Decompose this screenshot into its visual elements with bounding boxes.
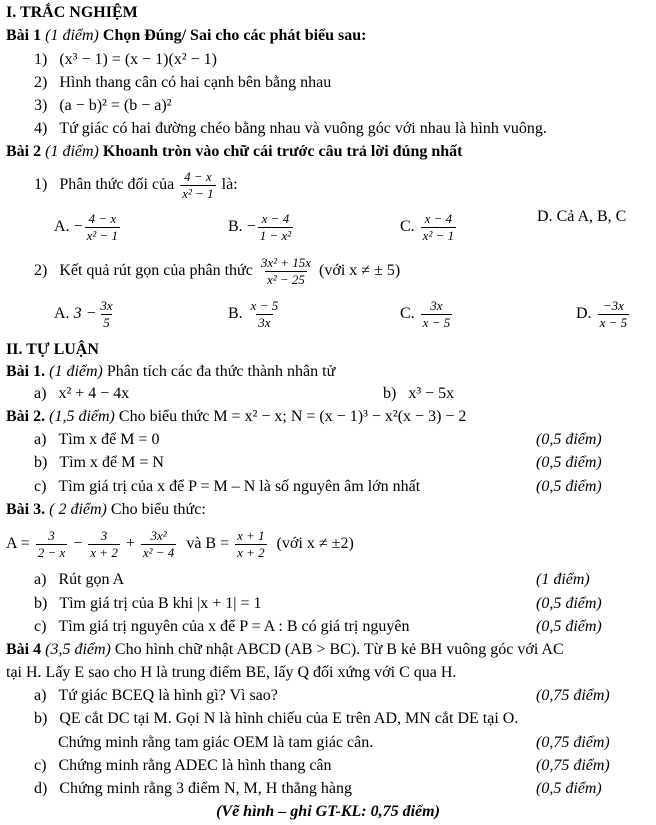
p2-b4-label: Bài 4 — [6, 641, 42, 658]
b1-label: Bài 1 — [6, 27, 42, 44]
option-label: B. — [228, 218, 243, 235]
q2-fraction — [259, 256, 313, 287]
option-label: A. — [54, 218, 70, 235]
option-label: C. — [400, 218, 415, 235]
b1-item-3 — [34, 96, 172, 116]
option-label: D. — [576, 305, 592, 322]
p2-b4-header — [6, 640, 564, 660]
item-points: (0,5 điểm) — [536, 431, 602, 448]
item-points: (0,5 điểm) — [536, 780, 602, 797]
b1-item-text: (x³ − 1) = (x − 1)(x² − 1) — [59, 51, 217, 68]
b1-item-text: Tứ giác có hai đường chéo bằng nhau và vuông góc với nhau là hình vuông. — [59, 120, 547, 137]
part1-heading: I. TRẮC NGHIỆM — [6, 4, 138, 21]
b2-points: (1 điểm) — [45, 143, 99, 160]
p2-b4-item-d — [34, 779, 352, 799]
q1-no: 1) — [34, 176, 48, 193]
item-text: x² + 4 − 4x — [58, 385, 130, 402]
q1-option-c — [400, 209, 458, 245]
frac-den: x² − 1 — [86, 227, 119, 243]
frac-num: 3x² + 15x — [260, 254, 312, 270]
item-text: Tứ giác BCEQ là hình gì? Vì sao? — [58, 687, 278, 704]
p2-b4-item-b — [34, 709, 518, 729]
item-points: (0,5 điểm) — [536, 595, 602, 612]
frac-den: x² − 25 — [266, 271, 305, 287]
item-text: Chứng minh rằng ADEC là hình thang cân — [58, 757, 332, 774]
operator: + — [125, 535, 135, 552]
frac-num: −3x — [602, 297, 624, 313]
frac-num: 3x — [100, 297, 113, 313]
item-text: Tìm x để M = 0 — [58, 431, 160, 448]
option-sign: − — [73, 218, 83, 235]
p2-b2-item-a — [34, 430, 159, 450]
b1-points: (1 điểm) — [45, 27, 99, 44]
item-text: Tìm giá trị nguyên của x để P = A : B có giá trị nguyên — [58, 618, 410, 635]
item-points: (0,5 điểm) — [536, 454, 602, 471]
item-points: (0,75 điểm) — [536, 757, 610, 774]
frac-den: x² − 4 — [142, 544, 175, 560]
fraction-b — [235, 529, 267, 560]
q1-text: Phân thức đối của — [59, 176, 175, 193]
frac-num: x + 1 — [237, 527, 265, 543]
b2-instruction: Khoanh tròn vào chữ cái trước câu trả lời đúng nhất — [102, 143, 463, 160]
frac-den: x² − 1 — [182, 185, 214, 201]
item-text: Chứng minh rằng 3 điểm N, M, H thẳng hàng — [59, 780, 352, 797]
frac-num: 4 − x — [88, 210, 117, 226]
b1-instruction: Chọn Đúng/ Sai cho các phát biểu sau: — [102, 27, 367, 44]
operator: − — [73, 535, 83, 552]
p2-b4-item-b-cont: Chứng minh rằng tam giác OEM là tam giác cân. — [58, 734, 374, 751]
option-fraction — [249, 299, 281, 330]
q1-fraction — [180, 170, 215, 201]
b2-q2 — [34, 253, 400, 289]
q2-option-c — [400, 296, 454, 332]
p2-b4-item-c — [34, 756, 332, 776]
option-fraction — [85, 212, 120, 243]
b1-item-2 — [34, 73, 331, 93]
frac-num: x − 4 — [424, 210, 453, 226]
item-no: c) — [34, 478, 47, 495]
option-label: B. — [228, 305, 243, 322]
p2-b1-b — [383, 384, 454, 404]
option-fraction — [598, 299, 630, 330]
item-no: b) — [34, 710, 48, 727]
option-label: D. — [537, 208, 553, 225]
p2-b2-points: (1,5 điểm) — [49, 408, 115, 425]
p2-b3-expression — [6, 526, 354, 562]
b1-item-no: 1) — [34, 51, 48, 68]
item-text: Rút gọn A — [58, 571, 125, 588]
item-points: (0,75 điểm) — [536, 687, 610, 704]
item-points: (0,5 điểm) — [536, 618, 602, 635]
q2-option-d — [576, 296, 631, 332]
b1-item-no: 3) — [34, 97, 48, 114]
item-no: d) — [34, 780, 48, 797]
item-no: b) — [34, 454, 48, 471]
option-label: A. — [54, 305, 70, 322]
p2-b4-footer: (Vẽ hình – ghi GT-KL: 0,75 điểm) — [216, 803, 440, 820]
b1-item-no: 4) — [34, 120, 48, 137]
frac-den: 1 − x² — [259, 227, 292, 243]
item-text: Tìm x để M = N — [59, 454, 164, 471]
p2-b3-item-b — [34, 594, 262, 614]
frac-den: x + 2 — [237, 544, 265, 560]
p2-b4-line2: tại H. Lấy E sao cho H là trung điểm BE, lấy Q đối xứng với C qua H. — [6, 664, 457, 681]
p2-b2-label: Bài 2. — [6, 408, 46, 425]
frac-num: 3 — [48, 527, 55, 543]
fraction-1 — [36, 529, 68, 560]
item-text: Tìm giá trị của x để P = M – N là số nguyên âm lớn nhất — [58, 478, 421, 495]
p2-b2-item-c — [34, 477, 420, 497]
item-points: (0,5 điểm) — [536, 478, 602, 495]
frac-num: x − 4 — [261, 210, 290, 226]
p2-b4-line1: Cho hình chữ nhật ABCD (AB > BC). Từ B kẻ BH vuông góc với AC — [114, 641, 564, 658]
q2-option-a — [54, 296, 117, 332]
q2-option-b — [228, 296, 282, 332]
frac-den: 5 — [103, 314, 110, 330]
item-no: b) — [34, 595, 48, 612]
option-fraction — [98, 299, 114, 330]
item-no: b) — [383, 385, 397, 402]
p2-b3-item-c — [34, 617, 409, 637]
item-no: c) — [34, 757, 47, 774]
item-text: Tìm giá trị của B khi |x + 1| = 1 — [59, 595, 262, 612]
fraction-3 — [141, 529, 176, 560]
p2-b3-points: ( 2 điểm) — [49, 501, 107, 518]
frac-den: 3x — [258, 314, 271, 330]
q1-option-d — [537, 207, 626, 227]
p2-b4-item-a — [34, 686, 278, 706]
b1-item-text: (a − b)² = (b − a)² — [59, 97, 172, 114]
frac-num: x − 5 — [250, 297, 279, 313]
b2-label: Bài 2 — [6, 143, 42, 160]
frac-den: 2 − x — [37, 544, 66, 560]
b1-item-4 — [34, 119, 547, 139]
frac-num: 3x — [430, 297, 443, 313]
fraction-2 — [88, 529, 120, 560]
and-b: và B = — [186, 535, 230, 552]
frac-num: 4 − x — [184, 168, 212, 184]
q2-text-after: (với x ≠ ± 5) — [319, 262, 401, 279]
item-points: (0,75 điểm) — [536, 734, 610, 751]
condition: (với x ≠ ±2) — [276, 535, 354, 552]
p2-b3-instruction: Cho biểu thức: — [110, 501, 206, 518]
option-fraction — [421, 212, 456, 243]
p2-b3-item-a — [34, 570, 124, 590]
q2-no: 2) — [34, 262, 48, 279]
option-fraction — [421, 299, 453, 330]
p2-b1-instruction: Phân tích các đa thức thành nhân tử — [106, 363, 336, 380]
item-no: a) — [34, 571, 47, 588]
b1-item-text: Hình thang cân có hai cạnh bên bằng nhau — [59, 74, 332, 91]
p2-b3-header — [6, 500, 206, 520]
item-no: c) — [34, 618, 47, 635]
option-fraction — [258, 212, 293, 243]
b2-header — [6, 142, 463, 162]
a-prefix: A = — [6, 535, 30, 552]
p2-b3-label: Bài 3. — [6, 501, 46, 518]
p2-b2-instruction: Cho biểu thức M = x² − x; N = (x − 1)³ − x²(x − 3) − 2 — [118, 408, 467, 425]
option-sign: − — [246, 218, 256, 235]
item-text: x³ − 5x — [408, 385, 455, 402]
b1-item-no: 2) — [34, 74, 48, 91]
q1-option-b — [228, 209, 295, 245]
p2-b1-label: Bài 1. — [6, 363, 46, 380]
p2-b1-a — [34, 384, 129, 404]
item-no: a) — [34, 431, 47, 448]
q1-text-after: là: — [221, 176, 238, 193]
item-points: (1 điểm) — [536, 571, 590, 588]
option-label: C. — [400, 305, 415, 322]
q2-text: Kết quả rút gọn của phân thức — [59, 262, 253, 279]
frac-den: x − 5 — [599, 314, 628, 330]
p2-b1-points: (1 điểm) — [49, 363, 103, 380]
option-prefix: 3 − — [73, 305, 97, 322]
option-text: Cả A, B, C — [556, 208, 627, 225]
item-no: a) — [34, 687, 47, 704]
b1-item-1 — [34, 50, 217, 70]
p2-b4-points: (3,5 điểm) — [45, 641, 111, 658]
q1-option-a — [54, 209, 122, 245]
item-text: QE cắt DC tại M. Gọi N là hình chiếu của E trên AD, MN cắt DE tại O. — [59, 710, 519, 727]
frac-den: x + 2 — [90, 544, 118, 560]
part2-heading: II. TỰ LUẬN — [6, 341, 99, 358]
p2-b2-header — [6, 407, 466, 427]
p2-b2-item-b — [34, 453, 164, 473]
frac-den: x − 5 — [422, 314, 451, 330]
frac-num: 3 — [100, 527, 108, 543]
frac-num: 3x² — [150, 527, 167, 543]
item-no: a) — [34, 385, 47, 402]
b2-q1 — [34, 167, 238, 203]
b1-header — [6, 26, 367, 46]
p2-b1-header — [6, 362, 335, 382]
frac-den: x² − 1 — [422, 227, 455, 243]
